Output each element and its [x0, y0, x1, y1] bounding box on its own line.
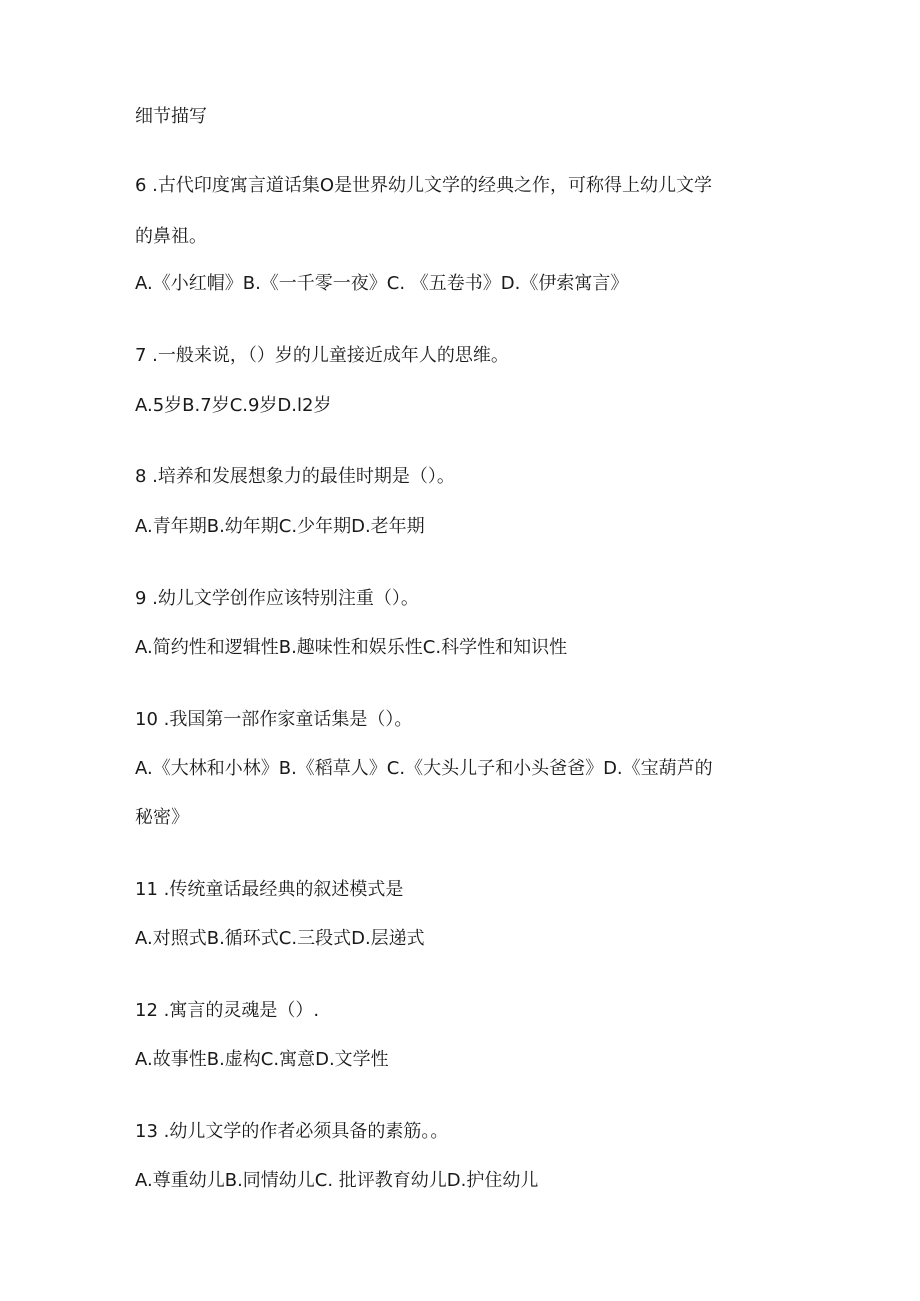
question-13-options: A.尊重幼儿B.同情幼儿C. 批评教育幼儿D.护住幼儿 [135, 1170, 539, 1191]
question-8-options: A.青年期B.幼年期C.少年期D.老年期 [135, 516, 425, 537]
question-10-text: 10 .我国第一部作家童话集是（）。 [135, 709, 413, 730]
question-7-options: A.5岁B.7岁C.9岁D.l2岁 [135, 395, 332, 416]
question-6-options: A.《小红帽》B.《一千零一夜》C. 《五卷书》D.《伊索寓言》 [135, 273, 629, 294]
question-9-options: A.简约性和逻辑性B.趣味性和娱乐性C.科学性和知识性 [135, 637, 568, 658]
question-11-text: 11 .传统童话最经典的叙述模式是 [135, 879, 404, 900]
section-heading: 细节描写 [135, 106, 207, 127]
question-9-text: 9 .幼儿文学创作应该特别注重（）。 [135, 588, 419, 609]
question-12-options: A.故事性B.虚构C.寓意D.文学性 [135, 1049, 389, 1070]
question-6-text-continued: 的鼻祖。 [135, 226, 207, 247]
question-11-options: A.对照式B.循环式C.三段式D.层递式 [135, 928, 425, 949]
question-10-options-continued: 秘密》 [135, 807, 189, 828]
question-8-text: 8 .培养和发展想象力的最佳时期是（）。 [135, 466, 455, 487]
question-6-text: 6 .古代印度寓言道话集O是世界幼儿文学的经典之作，可称得上幼儿文学 [135, 175, 713, 196]
question-12-text: 12 .寓言的灵魂是（）. [135, 1000, 320, 1021]
question-10-options: A.《大林和小林》B.《稻草人》C.《大头儿子和小头爸爸》D.《宝葫芦的 [135, 758, 713, 779]
question-13-text: 13 .幼儿文学的作者必须具备的素筋。。 [135, 1121, 449, 1142]
question-7-text: 7 .一般来说，（）岁的儿童接近成年人的思维。 [135, 345, 509, 366]
